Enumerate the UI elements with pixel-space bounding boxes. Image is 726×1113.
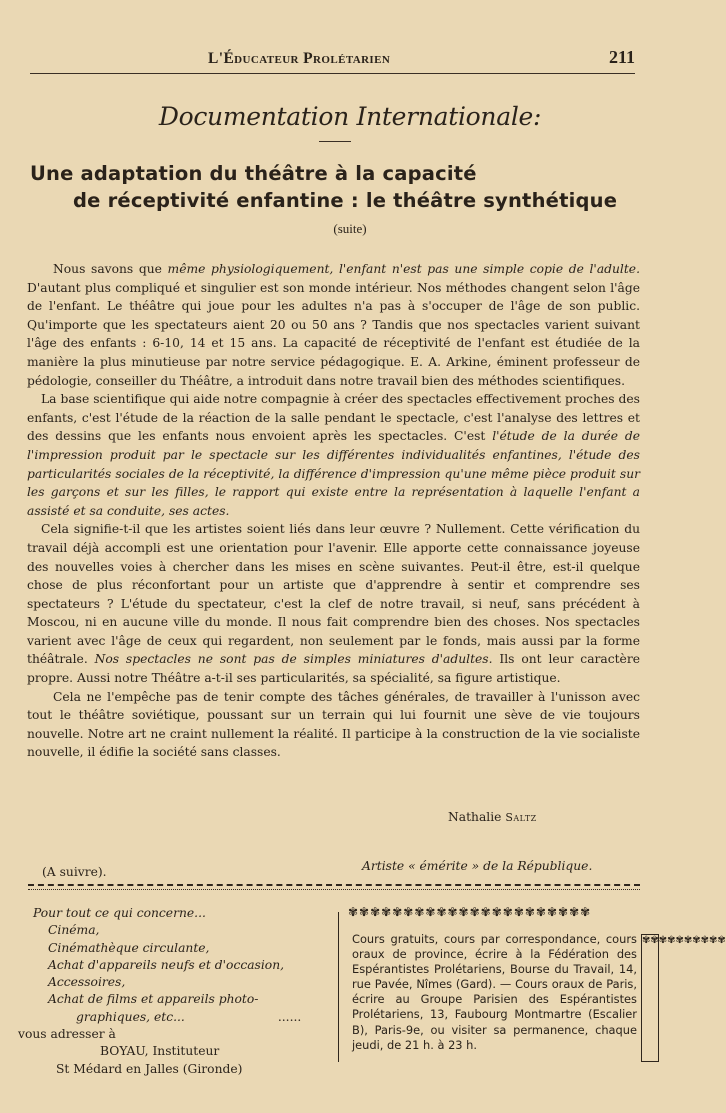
notice-intro: Pour tout ce qui concerne... [33, 906, 206, 920]
esperanto-notice: Cours gratuits, cours par correspondance, cours oraux de province, écrire à la Fédération des Espérantistes Prolétariens, Bourse du Travail, 14, rue Pavée, Nîmes (Gard). — Cours oraux de Paris, écrire au Groupe Parisien des Espérantistes Prolétariens, 13, Faubourg Montmartre (Escalier B), Paris-9e, ou visiter sa permanence, chaque jeudi, de 21 h. à 23 h. [352, 932, 637, 1052]
journal-title: L'Éducateur Prolétarien [208, 50, 391, 67]
notice-item: Achat d'appareils neufs et d'occasion, [48, 957, 285, 972]
ornament-border-icon: ✾✾✾✾✾✾✾✾✾✾✾✾✾✾✾✾✾✾✾✾✾✾ [348, 905, 592, 919]
author-first-name: Nathalie [448, 810, 502, 824]
text-run: La base scientifique qui aide notre compagnie à créer des spectacles effectivement proches des enfants, c'est l'étude de la réaction de la salle pendant le spectacle, c'est l'analyse des lettres et des dessins que les enfants nous envoient après les spectacles. C'est [27, 392, 640, 444]
text-run: Nous savons que [53, 262, 168, 276]
notice-item: Accessoires, [48, 975, 126, 990]
italic-run: même physiologiquement, l'enfant n'est pas une simple copie de l'adulte. [167, 262, 640, 276]
notice-contact-name: BOYAU, Instituteur [100, 1044, 220, 1059]
text-run: Ils ont leur caractère propre. Aussi notre Théâtre a-t-il ses particularités, sa spécialité, sa figure artistique. [27, 652, 640, 686]
column-divider [338, 912, 339, 1062]
cinema-notice [18, 905, 338, 1078]
text-run: Cela signifie-t-il que les artistes soient liés dans leur œuvre ? Nullement. Cette vérification du travail déjà accompli est une orientation pour l'avenir. Elle apporte cette connaissance joyeuse des nouvelles voies à chercher dans les mises en scène suivantes. Peut-il être, est-il quelque chose de plus réconfortant pour un artiste que d'apprendre à sentir et comprendre ses spectateurs ? L'étude du spectateur, c'est la clef de notre travail, si neuf, sans précédent à Moscou, ni en aucune ville du monde. Il nous fait comprendre bien des choses. Nos spectacles varient avec l'âge de ceux qui regardent, non seulement par le fonds, mais aussi par la forme théâtrale. [27, 522, 640, 667]
text-run: D'autant plus compliqué et singulier est son monde intérieur. Nos méthodes changent selon l'âge de l'enfant. Le théâtre qui joue pour les adultes n'a pas à s'occuper de l'âge de son public. Qu'importe que les spectateurs aient 20 ou 50 ans ? Tandis que nos spectacles varient suivant l'âge des enfants : 6-10, 14 et 15 ans. La capacité de réceptivité de l'enfant est étudiée de la manière la plus minutieuse par notre service pédagogique. E. A. Arkine, éminent professeur de pédologie, conseiller du Théâtre, a introduit dans notre travail bien des méthodes scientifiques. [27, 280, 640, 388]
article-title-line-1: Une adaptation du théâtre à la capacité [30, 162, 477, 185]
notice-dots: ...... [277, 1009, 302, 1024]
paragraph-1 [27, 260, 640, 390]
section-title: Documentation Internationale: [158, 102, 542, 131]
notice-item: Cinémathèque circulante, [48, 940, 210, 955]
notice-item: graphiques, etc... [76, 1009, 185, 1024]
article-body [27, 260, 640, 762]
paragraph-3 [27, 520, 640, 687]
header-rule [30, 73, 635, 74]
text-run: Cela ne l'empêche pas de tenir compte des tâches générales, de travailler à l'unisson avec tout le théâtre soviétique, poussant sur un terrain qui lui fournit une sève de vie toujours nouvelle. Notre art ne craint nullement la réalité. Il participe à la construction de la vie socialiste nouvelle, il édifie la société sans classes. [27, 689, 640, 760]
notice-item: Achat de films et appareils photo- [48, 992, 259, 1007]
separator-rule-dotted [28, 889, 640, 890]
article-title-line-2: de réceptivité enfantine : le théâtre synthétique [73, 189, 618, 212]
notice-item-row [18, 1009, 338, 1026]
author-name [448, 810, 537, 824]
section-rule [319, 141, 351, 142]
author-role: Artiste « émérite » de la République. [362, 859, 593, 873]
notice-contact-place: St Médard en Jalles (Gironde) [56, 1061, 243, 1076]
article-title [30, 160, 650, 214]
italic-run: Nos spectacles ne sont pas de simples miniatures d'adultes. [94, 652, 493, 667]
separator-rule [28, 884, 640, 886]
notice-address-intro: vous adresser à [18, 1027, 116, 1042]
article-subtitle: (suite) [333, 221, 367, 236]
to-be-continued: (A suivre). [42, 865, 107, 879]
paragraph-2 [27, 390, 640, 520]
paragraph-4 [27, 688, 640, 762]
author-last-name: Saltz [505, 811, 537, 824]
running-header [30, 46, 635, 72]
ornament-side-icon: ✾✾✾✾✾✾✾✾✾✾ [641, 934, 659, 1062]
page-number: 211 [608, 47, 635, 67]
notice-item: Cinéma, [48, 923, 100, 938]
italic-run: l'étude de la durée de l'impression produit par le spectacle sur les différentes individualités enfantines, l'étude des particularités sociales de la réceptivité, la différence d'impression qu'une même pièce produit sur les garçons et sur les filles, le rapport qui existe entre la représentation à laquelle l'enfant a assisté et sa conduite, ses actes. [27, 429, 640, 518]
